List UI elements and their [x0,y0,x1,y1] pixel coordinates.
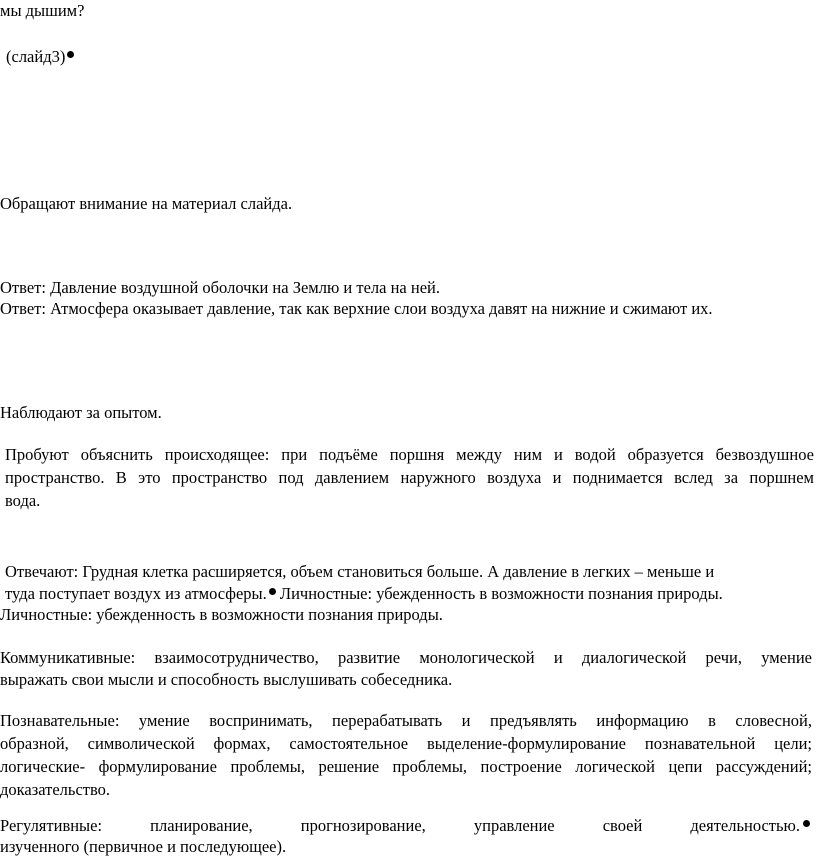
bullet-icon [269,588,276,595]
bullet-icon [67,51,74,58]
chest-answer-line-2-end: Личностные: убежденность в возможности познания природы. [275,584,723,603]
cognitive-line: Познавательные: умение воспринимать, перерабатывать и предъявлять информацию в словесной, [0,711,812,730]
chest-answer-line-2 [5,583,723,605]
slide-reference [6,46,74,68]
explain-line: пространство. В это пространство под давлением наружного воздуха и поднимается вслед за поршнем [5,468,814,487]
cognitive-line: образной, символической формах, самостоятельное выделение-формулирование познавательной цели; [0,734,812,753]
answer-2-text: Ответ: Атмосфера оказывает давление, так как верхние слои воздуха давят на нижние и сжимают их. [0,299,713,318]
regulative-line-2: изученного (первичное и последующее). [0,837,287,856]
explain-line: Пробуют объяснить происходящее: при подъёме поршня между ним и водой образуется безвоздушное [5,445,814,464]
observe-experiment-text: Наблюдают за опытом. [0,403,162,422]
communicative-line: выражать свои мысли и способность выслушивать собеседника. [0,670,453,689]
cognitive-line: доказательство. [0,780,111,799]
regulative-line-1: Регулятивные: планирование, прогнозирование, управление своей деятельностью. [0,816,800,835]
communicative-line: Коммуникативные: взаимосотрудничество, развитие монологической и диалогической речи, умение [0,648,812,667]
bullet-icon [803,820,810,827]
chest-answer-line-2-start: туда поступает воздух из атмосферы. [5,584,267,603]
cognitive-line: логические- формулирование проблемы, решение проблемы, построение логической цепи рассуждений; [0,757,812,776]
chest-answer-line-1: Отвечают: Грудная клетка расширяется, объем становиться больше. А давление в легких – меньше и [5,562,715,581]
personal-uud-text: Личностные: убежденность в возможности познания природы. [0,605,443,624]
explain-line: вода. [5,491,41,510]
answer-1-text: Ответ: Давление воздушной оболочки на Землю и тела на ней. [0,278,440,297]
slide-reference-label: (слайд3) [6,47,66,66]
question-end-text: мы дышим? [0,1,85,20]
observe-slide-text: Обращают внимание на материал слайда. [0,194,293,213]
